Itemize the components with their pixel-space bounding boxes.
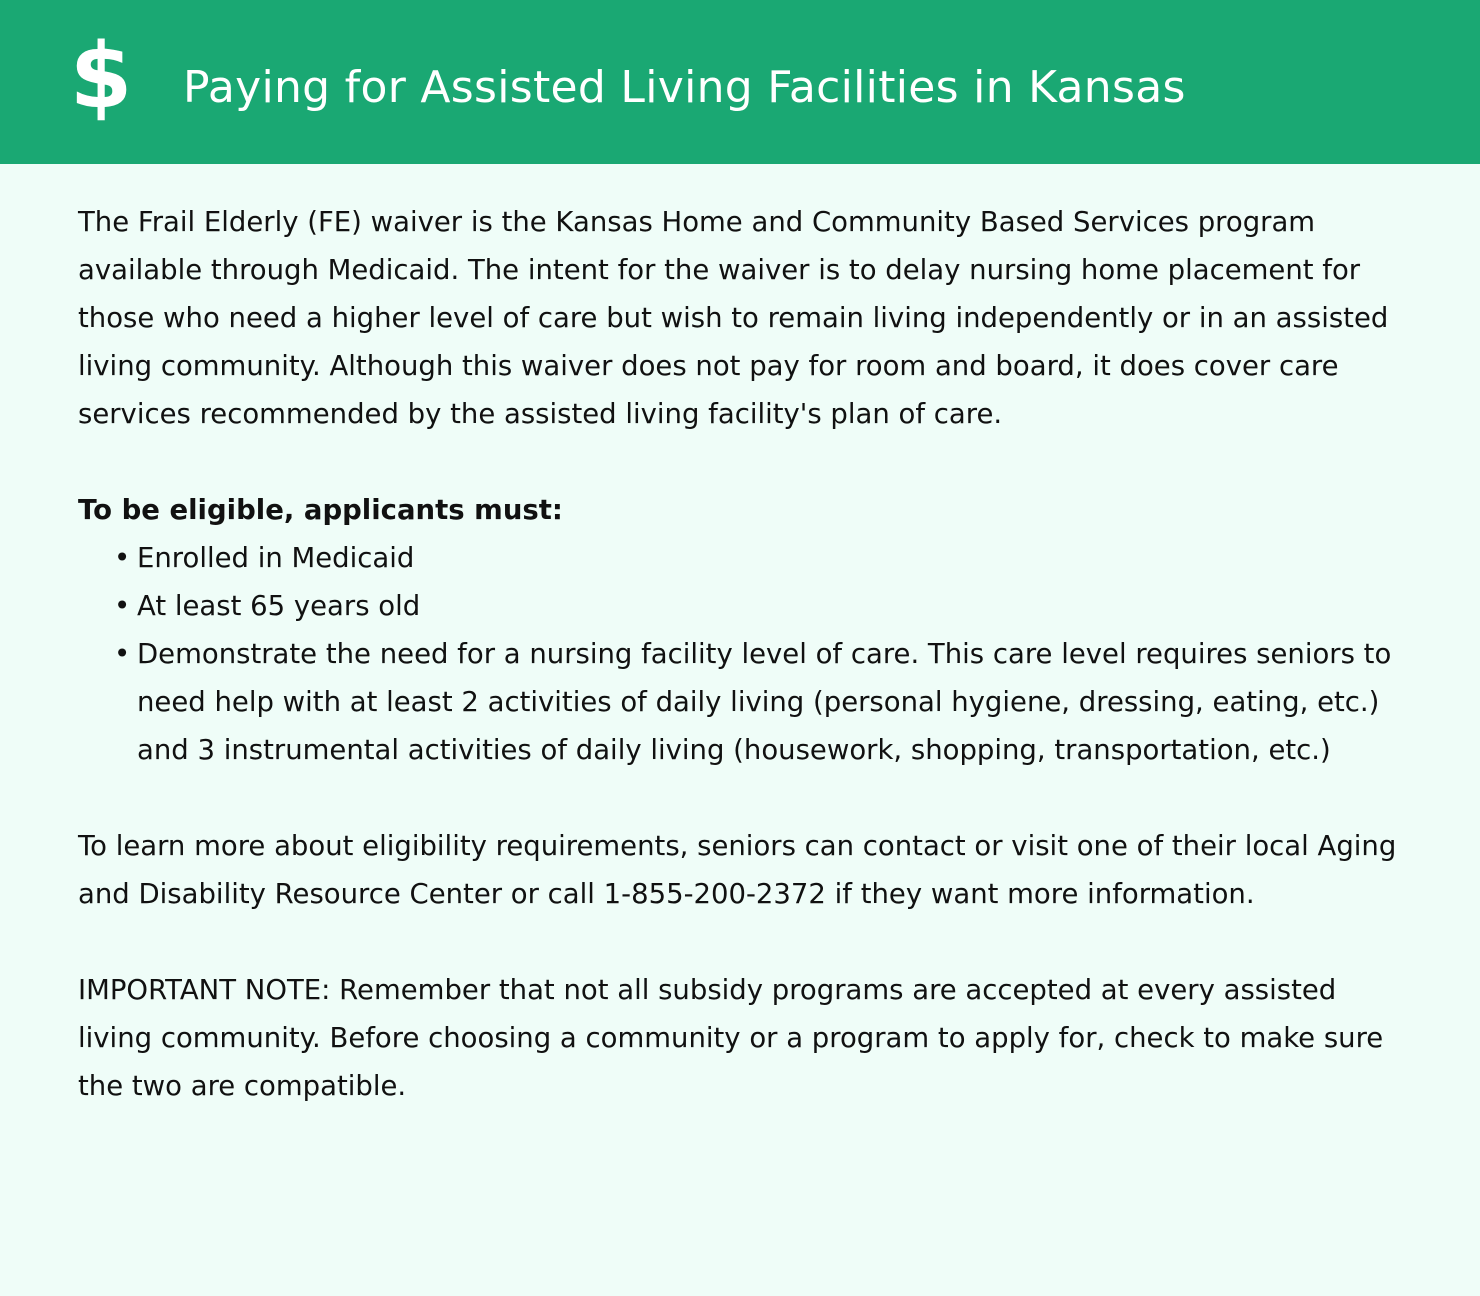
bullet: •	[114, 542, 131, 574]
spacer	[78, 774, 1418, 822]
dollar-sign-icon: $	[69, 24, 133, 129]
requirement-text: At least 65 years old	[137, 590, 421, 622]
list-item	[114, 534, 1418, 582]
header-banner	[0, 0, 1480, 164]
content-area	[78, 198, 1418, 1110]
intro-paragraph: The Frail Elderly (FE) waiver is the Kansas Home and Community Based Services program available through Medicaid. The intent for the waiver is to delay nursing home placement for those who need a higher level of care but wish to remain living independently or in an assisted living community. Although this waiver does not pay for room and board, it does cover care services recommended by the assisted living facility's plan of care.	[78, 206, 1389, 430]
page-title: Paying for Assisted Living Facilities in Kansas	[183, 62, 1186, 113]
important-note-paragraph: IMPORTANT NOTE: Remember that not all subsidy programs are accepted at every assisted living community. Before choosing a community or a program to apply for, check to make sure the two are compatible.	[78, 974, 1384, 1102]
requirements-list	[78, 534, 1418, 774]
spacer	[78, 438, 1418, 486]
requirement-text: Enrolled in Medicaid	[137, 542, 415, 574]
eligibility-heading: To be eligible, applicants must:	[78, 494, 563, 526]
bullet: •	[114, 590, 131, 622]
list-item	[114, 630, 1418, 774]
spacer	[78, 918, 1418, 966]
requirement-text: Demonstrate the need for a nursing facility level of care. This care level requires seniors to need help with at least 2 activities of daily living (personal hygiene, dressing, eating, etc.) and 3 instrumental activities of daily living (housework, shopping, transportation, etc.)	[137, 638, 1392, 766]
bullet: •	[114, 638, 131, 670]
contact-paragraph: To learn more about eligibility requirements, seniors can contact or visit one of their local Aging and Disability Resource Center or call 1-855-200-2372 if they want more information.	[78, 830, 1397, 910]
list-item	[114, 582, 1418, 630]
